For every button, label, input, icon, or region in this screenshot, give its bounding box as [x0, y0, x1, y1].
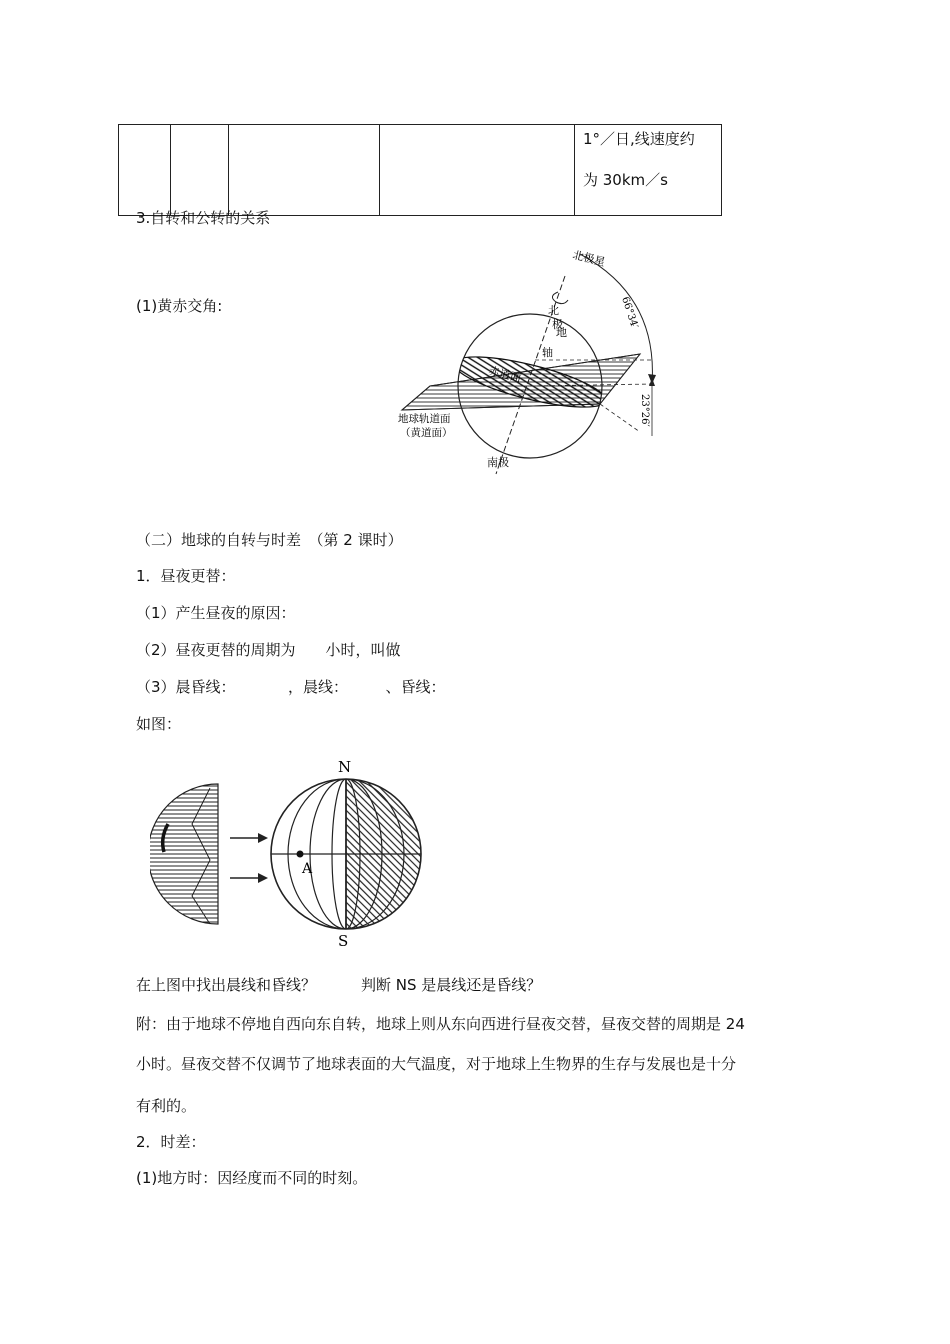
item-obliquity: (1)黄赤交角:	[136, 297, 223, 315]
ecliptic-label: （黄道面）	[400, 427, 453, 439]
day-night-diagram	[150, 752, 440, 952]
note-line: 小时。昼夜交替不仅调节了地球表面的大气温度，对于地球上生物界的生存与发展也是十分	[136, 1055, 737, 1073]
north-label: N	[338, 758, 352, 776]
as-shown-label: 如图：	[136, 715, 182, 733]
north-pole-char: 极	[552, 318, 563, 331]
item-day-night: 1．昼夜更替：	[136, 567, 236, 585]
table-cell	[380, 125, 575, 216]
south-label: S	[338, 932, 349, 950]
question-3: （3）晨昏线： ，晨线： 、昏线：	[136, 678, 446, 696]
point-a-label: A	[302, 861, 313, 877]
obliquity-diagram	[390, 236, 680, 476]
note-line: 附：由于地球不停地自西向东自转，地球上则从东向西进行昼夜交替，昼夜交替的周期是 24	[136, 1015, 745, 1033]
axis-char: 轴	[542, 346, 553, 359]
table-cell	[229, 125, 380, 216]
point-a-dot	[297, 851, 304, 858]
question-2: （2）昼夜更替的周期为 小时，叫做	[136, 641, 401, 659]
equator-plane-label: 赤道面	[487, 364, 523, 385]
question-1: （1）产生昼夜的原因：	[136, 604, 296, 622]
question-find-lines: 在上图中找出晨线和昏线？ 判断 NS 是晨线还是昏线？	[136, 976, 542, 994]
earth-char: 地	[556, 326, 567, 339]
cell-line: 为 30km／s	[583, 171, 668, 189]
part2-heading: （二）地球的自转与时差 （第 2 课时）	[136, 531, 403, 549]
table-cell	[171, 125, 229, 216]
time-difference-heading: 2．时差：	[136, 1133, 206, 1151]
north-star-label: 北极星	[571, 248, 607, 269]
section-heading: 3.自转和公转的关系	[136, 209, 271, 227]
rotation-arrow-icon	[552, 292, 568, 304]
angle-label: 23°26′	[639, 394, 650, 427]
local-time-item: (1)地方时：因经度而不同的时刻。	[136, 1169, 368, 1187]
cell-line: 1°／日,线速度约	[583, 130, 695, 148]
orbit-plane-label: 地球轨道面	[398, 413, 451, 425]
table-cell	[119, 125, 171, 216]
north-pole-char: 北	[548, 304, 559, 317]
angle-label: 66°34′	[619, 295, 640, 331]
sun-half-disc	[150, 784, 218, 924]
south-pole-label: 南极	[487, 456, 509, 469]
note-line: 有利的。	[136, 1097, 197, 1115]
rotation-revolution-table	[118, 124, 722, 216]
table-cell-speed	[575, 125, 722, 216]
